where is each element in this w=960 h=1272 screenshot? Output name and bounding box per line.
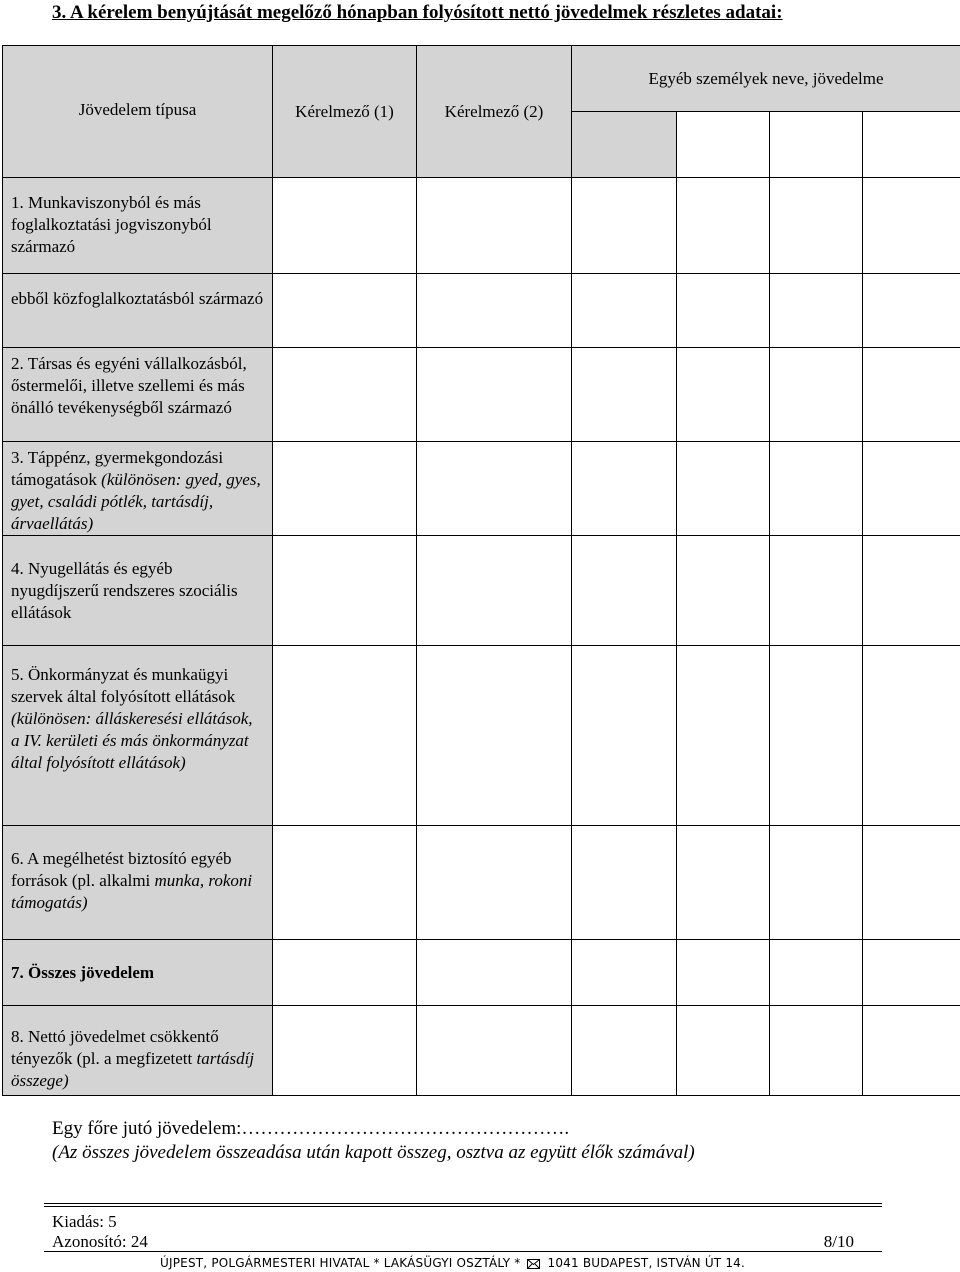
other-person-2-header[interactable] <box>677 112 770 178</box>
row-cell[interactable] <box>677 1006 770 1096</box>
footer-rule-lower <box>44 1251 882 1252</box>
row-cell[interactable] <box>572 536 677 646</box>
row-cell[interactable] <box>572 274 677 348</box>
row-cell[interactable] <box>677 274 770 348</box>
header-row <box>3 46 960 112</box>
row-cell[interactable] <box>863 274 960 348</box>
row-cell[interactable] <box>273 826 417 940</box>
income-table <box>2 45 960 1096</box>
other-person-3-header[interactable] <box>770 112 863 178</box>
row-cell[interactable] <box>863 178 960 274</box>
row-label: 1. Munkaviszonyból és más foglalkoztatási jogviszonyból származó <box>3 178 273 274</box>
row-cell[interactable] <box>770 274 863 348</box>
row-cell[interactable] <box>677 940 770 1006</box>
footer-address <box>160 1255 745 1271</box>
row-cell[interactable] <box>273 646 417 826</box>
row-cell[interactable] <box>770 646 863 826</box>
footer-rule-bottom <box>44 1206 882 1207</box>
per-capita-fill-dots[interactable]: ……………………………………………. <box>241 1118 570 1139</box>
row-cell[interactable] <box>677 348 770 442</box>
table-row <box>3 646 960 826</box>
row-cell[interactable] <box>417 274 572 348</box>
row-cell[interactable] <box>572 442 677 536</box>
row-cell[interactable] <box>572 178 677 274</box>
row-cell[interactable] <box>417 1006 572 1096</box>
header-income-type: Jövedelem típusa <box>3 46 273 178</box>
table-row <box>3 1006 960 1096</box>
row-cell[interactable] <box>417 442 572 536</box>
row-cell[interactable] <box>677 646 770 826</box>
row-cell[interactable] <box>273 1006 417 1096</box>
row-label: 2. Társas és egyéni vállalkozásból, őstermelői, illetve szellemi és más önálló tevékenységből származó <box>3 348 273 442</box>
row-cell[interactable] <box>863 826 960 940</box>
row-cell[interactable] <box>273 442 417 536</box>
header-applicant-2: Kérelmező (2) <box>417 46 572 178</box>
row-cell[interactable] <box>417 536 572 646</box>
footer-identifier: Azonosító: 24 <box>52 1232 148 1251</box>
row-cell[interactable] <box>770 348 863 442</box>
table-row <box>3 826 960 940</box>
table-row <box>3 274 960 348</box>
row-cell[interactable] <box>863 646 960 826</box>
row-cell[interactable] <box>677 442 770 536</box>
per-capita-note: (Az összes jövedelem összeadása után kapott összeg, osztva az együtt élők számával) <box>52 1142 695 1163</box>
row-cell[interactable] <box>677 826 770 940</box>
row-cell[interactable] <box>417 178 572 274</box>
address-office: ÚJPEST, POLGÁRMESTERI HIVATAL * LAKÁSÜGYI OSZTÁLY * <box>160 1256 521 1270</box>
row-cell[interactable] <box>863 536 960 646</box>
table-row <box>3 940 960 1006</box>
other-person-4-header[interactable] <box>863 112 960 178</box>
row-cell[interactable] <box>273 274 417 348</box>
row-cell[interactable] <box>677 536 770 646</box>
row-cell[interactable] <box>863 1006 960 1096</box>
row-cell[interactable] <box>770 826 863 940</box>
row-cell[interactable] <box>417 646 572 826</box>
row-cell[interactable] <box>770 536 863 646</box>
row-cell[interactable] <box>572 646 677 826</box>
row-cell[interactable] <box>417 826 572 940</box>
row-label: 8. Nettó jövedelmet csökkentő tényezők (pl. a megfizetett tartásdíj összege) <box>3 1006 273 1096</box>
per-capita-line <box>52 1117 569 1141</box>
row-label: 4. Nyugellátás és egyéb nyugdíjszerű rendszeres szociális ellátások <box>3 536 273 646</box>
envelope-icon <box>527 1259 540 1269</box>
table-row <box>3 348 960 442</box>
row-cell[interactable] <box>273 348 417 442</box>
section-title: 3. A kérelem benyújtását megelőző hónapban folyósított nettó jövedelmek részletes adatai: <box>52 2 783 23</box>
table-row <box>3 442 960 536</box>
page-number: 8/10 <box>823 1232 854 1251</box>
row-cell[interactable] <box>417 348 572 442</box>
row-cell[interactable] <box>770 442 863 536</box>
row-cell[interactable] <box>417 940 572 1006</box>
row-cell[interactable] <box>770 178 863 274</box>
row-cell[interactable] <box>572 940 677 1006</box>
per-capita-label: Egy főre jutó jövedelem: <box>52 1118 242 1139</box>
other-person-1-header[interactable] <box>572 112 677 178</box>
row-label: ebből közfoglalkoztatásból származó <box>3 274 273 348</box>
footer-rule-top <box>44 1203 882 1204</box>
row-label: 6. A megélhetést biztosító egyéb források (pl. alkalmi munka, rokoni támogatás) <box>3 826 273 940</box>
row-cell[interactable] <box>273 178 417 274</box>
row-label: 5. Önkormányzat és munkaügyi szervek által folyósított ellátások (különösen: álláskeresési ellátások, a IV. kerületi és más önkormányzat által folyósított ellátások) <box>3 646 273 826</box>
row-cell[interactable] <box>770 940 863 1006</box>
row-cell[interactable] <box>572 348 677 442</box>
header-other-persons: Egyéb személyek neve, jövedelme <box>572 46 960 112</box>
row-cell[interactable] <box>863 442 960 536</box>
row-cell[interactable] <box>273 940 417 1006</box>
row-cell[interactable] <box>572 1006 677 1096</box>
address-street: 1041 BUDAPEST, ISTVÁN ÚT 14. <box>547 1256 746 1270</box>
row-label: 7. Összes jövedelem <box>3 940 273 1006</box>
row-cell[interactable] <box>677 178 770 274</box>
table-row <box>3 536 960 646</box>
row-label: 3. Táppénz, gyermekgondozási támogatások (különösen: gyed, gyes, gyet, családi pótlék, tartásdíj, árvaellátás) <box>3 442 273 536</box>
header-applicant-1: Kérelmező (1) <box>273 46 417 178</box>
footer-edition: Kiadás: 5 <box>52 1212 117 1231</box>
row-cell[interactable] <box>863 940 960 1006</box>
row-cell[interactable] <box>572 826 677 940</box>
row-cell[interactable] <box>273 536 417 646</box>
row-cell[interactable] <box>770 1006 863 1096</box>
row-cell[interactable] <box>863 348 960 442</box>
table-row <box>3 178 960 274</box>
